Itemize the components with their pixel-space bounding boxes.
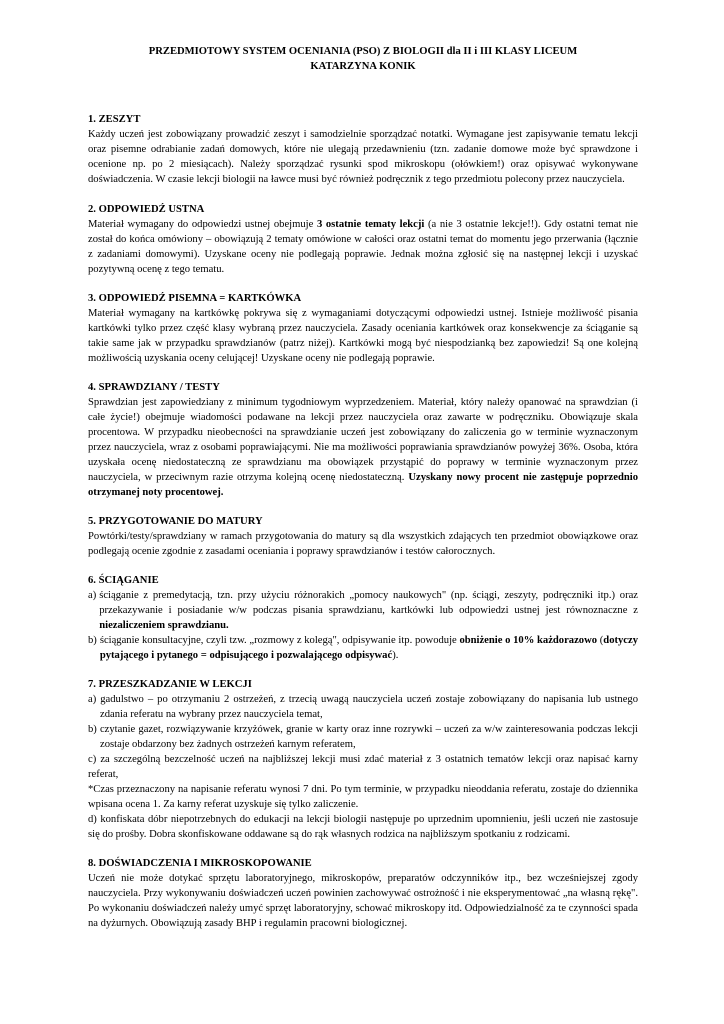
bold-run: obniżenie o 10% każdorazowo (459, 635, 598, 646)
note-text: *Czas przeznaczony na napisanie referatu wynosi 7 dni. Po tym terminie, w przypadku nieoddania referatu, zostaje do dziennika wpisana ocena 1. Za karny referat uzyskuje się tylko zaliczenie. (88, 784, 638, 810)
section-kartkowka (88, 291, 638, 366)
section-odpowiedz-ustna (88, 202, 638, 277)
text-run: ( (597, 635, 604, 646)
section-heading: 3. ODPOWIEDŹ PISEMNA = KARTKÓWKA (88, 293, 302, 304)
section-heading: 1. ZESZYT (88, 114, 141, 125)
list-item (88, 588, 638, 633)
text-run: (a nie 3 ostatnie lekcje!!). Gdy ostatni temat nie został do końca omówiony – obowiązują 2 tematy omówione w całości oraz ostatni temat do momentu jego przerwania (łącznie z zadaniami domowymi). Uzyskane oceny nie podlegają poprawie. Jednak można zgłosić się na następnej lekcji i uzyskać pozytywną ocenę z tego tematu. (88, 219, 638, 275)
document-page (88, 44, 638, 931)
text-run: ). (392, 650, 399, 661)
list-item: c) za szczególną bezczelność uczeń na najbliższej lekcji musi zdać materiał z 3 ostatnich tematów lekcji oraz napisać karny referat, (88, 754, 638, 780)
document-title-line1: PRZEDMIOTOWY SYSTEM OCENIANIA (PSO) Z BIOLOGII dla II i III KLASY LICEUM (148, 46, 578, 57)
list-marker: b) (88, 635, 97, 646)
list-item: b) czytanie gazet, rozwiązywanie krzyżówek, granie w karty oraz inne rozrywki – uczeń za w/w zainteresowania podczas lekcji zostaje obdarzony bez żadnych ostrzeżeń karnym referatem, (88, 724, 638, 750)
bold-run: niezaliczeniem sprawdzianu. (99, 620, 229, 631)
bold-run: Uzyskany nowy procent nie zastępuje poprzednio otrzymanej noty procentowej. (88, 472, 638, 498)
text-run: Sprawdzian jest zapowiedziany z minimum tygodniowym wyprzedzeniem. Materiał, który należy opanować na sprawdzian (i całe życie!) obejmuje wiadomości podawane na lekcji przez nauczyciela oraz zawarte w podręczniku. Obowiązuje skala procentowa. W przypadku nieobecności na sprawdzianie uczeń jest zobowiązany do zaliczenia go w terminie wyznaczonym przez nauczyciela, wraz z osobami poprawiającymi. Nie ma możliwości poprawiania sprawdzianów powyżej 36%. Osoba, która uzyskała ocenę niedostateczną ze sprawdzianu ma obowiązek przystąpić do poprawy w terminie wyznaczonym przez nauczyciela, w przeciwnym razie otrzyma kolejną ocenę niedostateczną. (88, 397, 638, 483)
list-item-text (99, 588, 638, 633)
section-doswiadczenia (88, 856, 638, 931)
section-heading: 6. ŚCIĄGANIE (88, 575, 159, 586)
section-heading: 4. SPRAWDZIANY / TESTY (88, 382, 220, 393)
section-heading: 7. PRZESZKADZANIE W LEKCJI (88, 679, 252, 690)
section-text: Uczeń nie może dotykać sprzętu laboratoryjnego, mikroskopów, preparatów odczynników itp., bez wcześniejszej zgody nauczyciela. Przy wykonywaniu doświadczeń uczeń powinien zachowywać ostrożność i nie eksperymentować „na własną rękę". Po wykonaniu doświadczeń należy umyć sprzęt laboratoryjny, schować mikroskopy itd. Odpowiedzialność za te czynności spada na dyżurnych. Obowiązują zasady BHP i regulamin pracowni biologicznej. (88, 873, 638, 929)
section-text: Materiał wymagany na kartkówkę pokrywa się z wymaganiami dotyczącymi odpowiedzi ustnej. Istnieje możliwość pisania kartkówki tylko przez część klasy wybraną przez nauczyciela. Zasady oceniania kartkówek oraz konsekwencje za ściąganie są takie same jak w przypadku sprawdzianów (patrz niżej). Kartkówki mogą być niespodzianką bez zapowiedzi! Są one kolejną możliwością uzyskania oceny celującej! Uzyskane oceny nie podlegają poprawie. (88, 308, 638, 364)
list-item: a) gadulstwo – po otrzymaniu 2 ostrzeżeń, z trzecią uwagą nauczyciela uczeń zostaje zobowiązany do napisania lub ustnego zdania referatu na wybrany przez nauczyciela temat, (88, 694, 638, 720)
text-run: ściąganie z premedytacją, tzn. przy użyciu różnorakich „pomocy naukowych" (np. ściągi, zeszyty, podręczniki itp.) oraz przekazywanie i posiadanie w/w podczas pisania sprawdzianu, kartkówki lub odpowiedzi ustnej jest równoznaczne z (99, 590, 638, 616)
bold-run: 3 ostatnie tematy lekcji (316, 219, 425, 230)
section-text (88, 395, 638, 500)
section-text (88, 217, 638, 277)
list-item-text (100, 633, 638, 663)
document-title-line2: KATARZYNA KONIK (310, 61, 416, 72)
list-item: d) konfiskata dóbr niepotrzebnych do edukacji na lekcji biologii następuje po uprzednim upomnieniu, jeśli uczeń nie zastosuje się do prośby. Dobra skonfiskowane oddawane są do rąk własnych rodzica na najbliższym spotkaniu z rodzicami. (88, 814, 638, 840)
text-run: ściąganie konsultacyjne, czyli tzw. „rozmowy z kolegą", odpisywanie itp. powoduje (99, 635, 460, 646)
section-matura (88, 514, 638, 559)
section-przeszkadzanie (88, 677, 638, 842)
section-zeszyt (88, 112, 638, 187)
section-heading: 2. ODPOWIEDŹ USTNA (88, 204, 205, 215)
text-run: Materiał wymagany do odpowiedzi ustnej obejmuje (88, 219, 317, 230)
section-sprawdziany (88, 380, 638, 500)
section-text: Każdy uczeń jest zobowiązany prowadzić zeszyt i samodzielnie sporządzać notatki. Wymagane jest zapisywanie tematu lekcji oraz pisemne odrabianie zadań domowych, które nie ulegają przedawnieniu (tzn. zadanie domowe może być sprawdzone i ocenione np. po 2 miesiącach). Należy sporządzać rysunki spod mikroskopu (ołówkiem!) oraz opisywać wykonywane doświadczenia. W czasie lekcji biologii na ławce musi być również podręcznik z tego przedmiotu polecony przez nauczyciela. (88, 129, 638, 185)
section-heading: 8. DOŚWIADCZENIA I MIKROSKOPOWANIE (88, 858, 312, 869)
bold-run: dotyczy pytającego i pytanego = odpisującego i pozwalającego odpisywać (99, 635, 639, 661)
list-item (88, 633, 638, 663)
section-sciaganie (88, 573, 638, 663)
section-text: Powtórki/testy/sprawdziany w ramach przygotowania do matury są dla wszystkich zdających ten przedmiot obowiązkowe oraz podlegają ocenie zgodnie z zasadami oceniania i poprawy sprawdzianów i testów całorocznych. (88, 531, 638, 557)
section-heading: 5. PRZYGOTOWANIE DO MATURY (88, 516, 263, 527)
list-marker: a) (88, 590, 97, 601)
